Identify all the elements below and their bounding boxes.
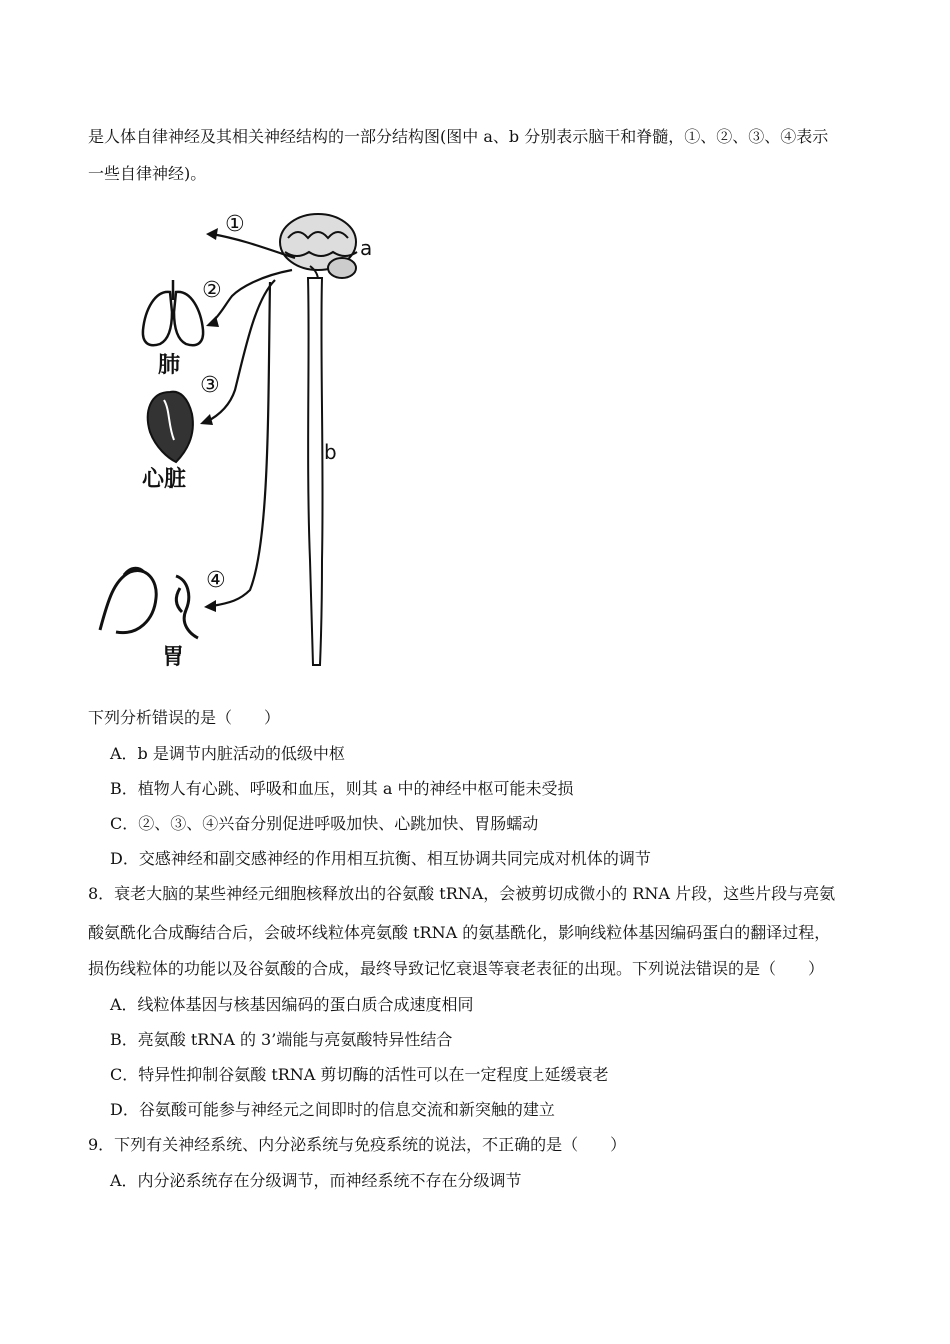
label-nerve-1: ① xyxy=(225,212,245,237)
nervous-system-drawing xyxy=(80,200,400,675)
q9-stem: 9．下列有关神经系统、内分泌系统与免疫系统的说法，不正确的是（ ） xyxy=(88,1135,627,1154)
q7-option-d: D．交感神经和副交感神经的作用相互抗衡、相互协调共同完成对机体的调节 xyxy=(110,849,651,868)
q7-option-c: C．②、③、④兴奋分别促进呼吸加快、心跳加快、胃肠蠕动 xyxy=(110,814,539,833)
label-nerve-4: ④ xyxy=(206,568,226,593)
nerve-4 xyxy=(212,282,270,606)
heart-icon xyxy=(148,392,193,462)
q7-option-b: B．植物人有心跳、呼吸和血压，则其 a 中的神经中枢可能未受损 xyxy=(110,779,574,798)
q8-option-d: D．谷氨酸可能参与神经元之间即时的信息交流和新突触的建立 xyxy=(110,1100,555,1119)
spinal-cord xyxy=(308,278,323,665)
label-nerve-3: ③ xyxy=(200,373,220,398)
q9-option-a: A．内分泌系统存在分级调节，而神经系统不存在分级调节 xyxy=(110,1171,522,1190)
q8-stem-line-1: 8．衰老大脑的某些神经元细胞核释放出的谷氨酸 tRNA，会被剪切成微小的 RNA 片段，这些片段与亮氨 xyxy=(88,884,836,903)
nervous-system-figure xyxy=(80,200,400,675)
intro-line-2: 一些自律神经)。 xyxy=(88,164,207,183)
q8-stem-line-3: 损伤线粒体的功能以及谷氨酸的合成，最终导致记忆衰退等衰老表征的出现。下列说法错误的是（ ） xyxy=(88,959,825,978)
label-lung: 肺 xyxy=(158,353,181,378)
nerve-2 xyxy=(212,270,292,322)
q8-option-a: A．线粒体基因与核基因编码的蛋白质合成速度相同 xyxy=(110,995,474,1014)
q7-stem: 下列分析错误的是（ ） xyxy=(88,708,281,727)
label-nerve-2: ② xyxy=(202,278,222,303)
q8-option-c: C．特异性抑制谷氨酸 tRNA 剪切酶的活性可以在一定程度上延缓衰老 xyxy=(110,1065,609,1084)
q8-stem-line-2: 酸氨酰化合成酶结合后，会破坏线粒体亮氨酸 tRNA 的氨基酰化，影响线粒体基因编码蛋白的翻译过程， xyxy=(88,923,831,942)
q8-option-b: B．亮氨酸 tRNA 的 3’端能与亮氨酸特异性结合 xyxy=(110,1030,453,1049)
label-spinal-cord: b xyxy=(324,440,337,464)
stomach-icon xyxy=(100,568,198,638)
label-brainstem: a xyxy=(360,236,373,260)
label-stomach: 胃 xyxy=(162,645,185,670)
lung-icon xyxy=(143,280,203,345)
q7-option-a: A．b 是调节内脏活动的低级中枢 xyxy=(110,744,345,763)
intro-line-1: 是人体自律神经及其相关神经结构的一部分结构图(图中 a、b 分别表示脑干和脊髓，①、②、③、④表示 xyxy=(88,127,829,146)
label-heart: 心脏 xyxy=(142,467,187,492)
